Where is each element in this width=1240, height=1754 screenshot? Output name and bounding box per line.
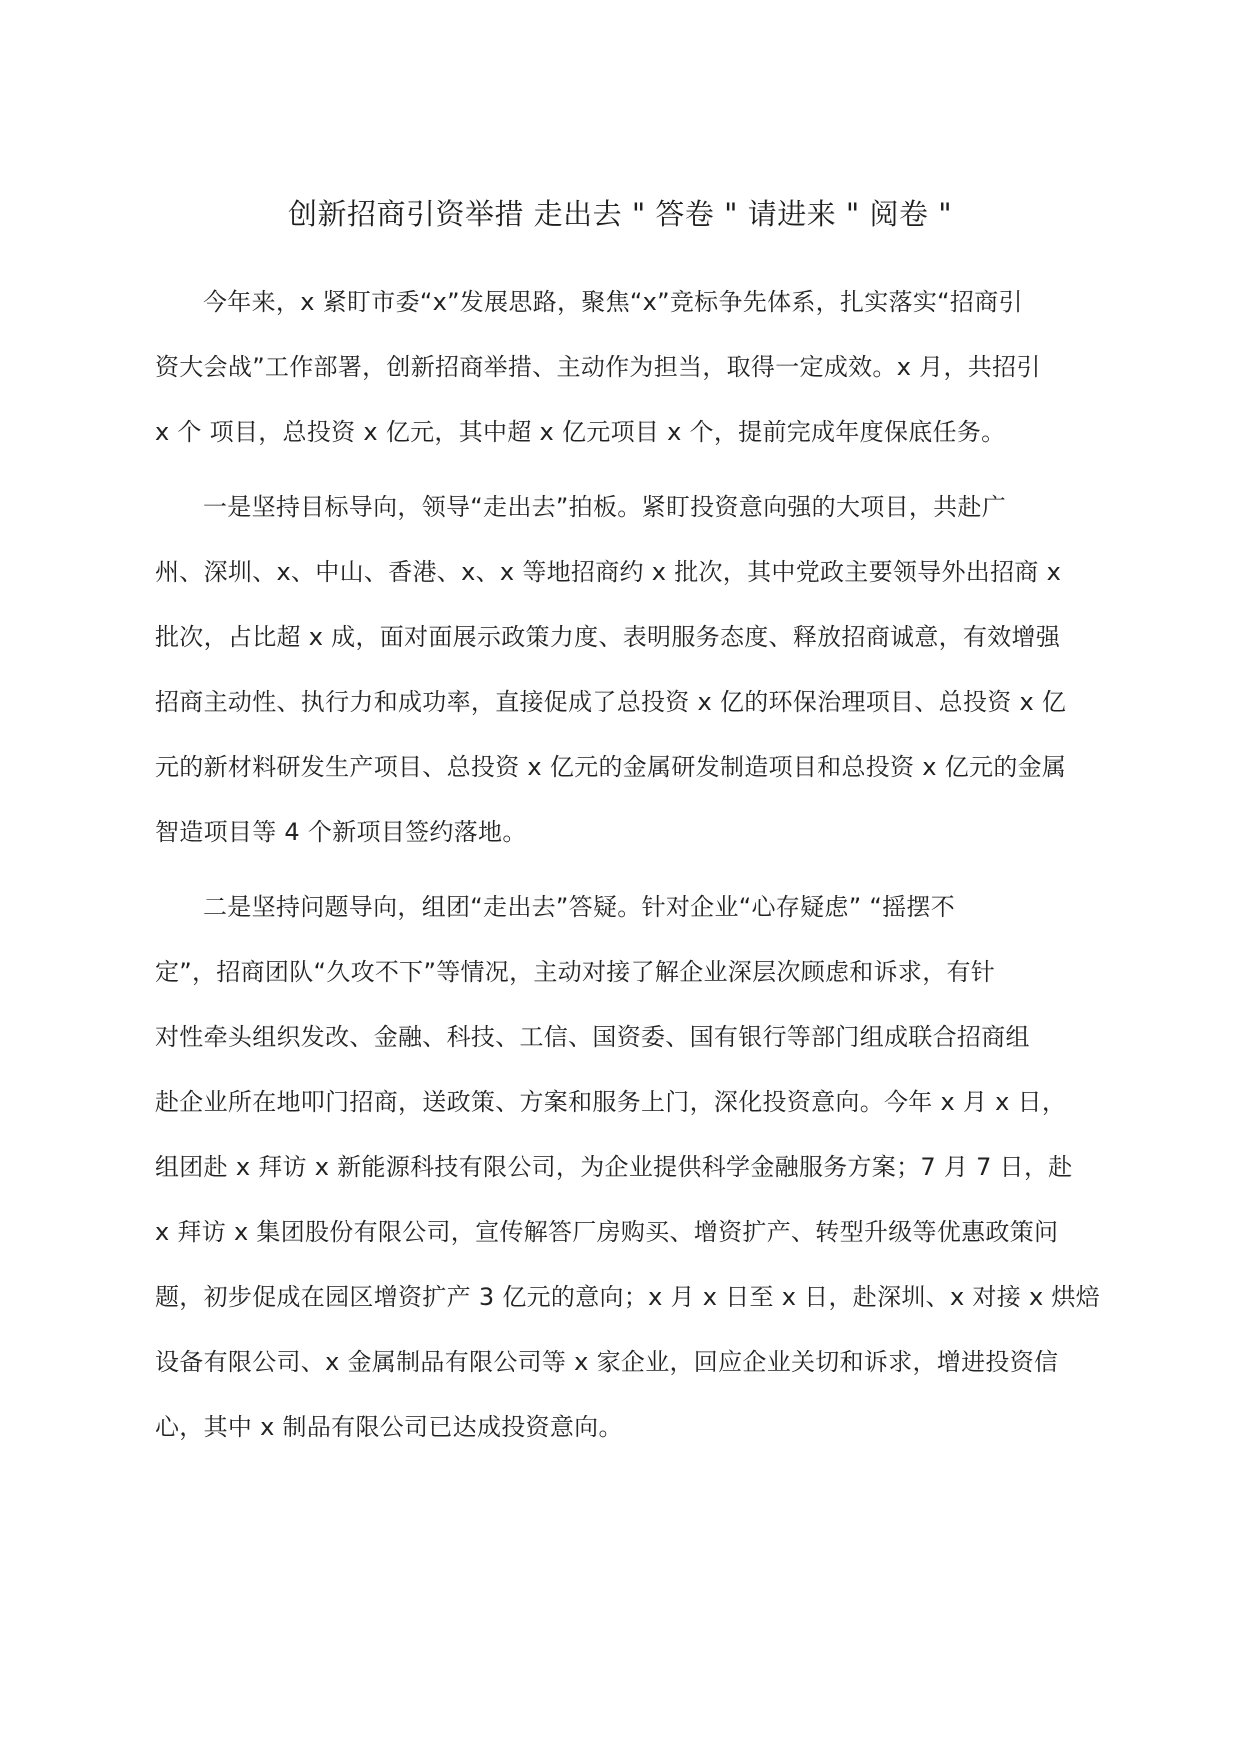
text-line: 组团赴 x 拜访 x 新能源科技有限公司，为企业提供科学金融服务方案；7 月 7 日，赴	[155, 1153, 1073, 1181]
text-line: 资大会战”工作部署，创新招商举措、主动作为担当，取得一定成效。x 月，共招引	[155, 353, 1041, 381]
text-line: 赴企业所在地叩门招商，送政策、方案和服务上门，深化投资意向。今年 x 月 x 日，	[155, 1088, 1067, 1116]
text-line: 对性牵头组织发改、金融、科技、工信、国资委、国有银行等部门组成联合招商组	[155, 1023, 1030, 1051]
text-line: 二是坚持问题导向，组团“走出去”答疑。针对企业“心存疑虑” “摇摆不	[203, 893, 955, 921]
paragraph-goal-oriented	[155, 475, 1085, 865]
text-line: 心，其中 x 制品有限公司已达成投资意向。	[155, 1413, 623, 1441]
paragraph-problem-oriented	[155, 875, 1100, 1460]
text-line: 批次，占比超 x 成，面对面展示政策力度、表明服务态度、释放招商诚意，有效增强	[155, 623, 1061, 651]
document-body	[155, 270, 1100, 1470]
text-line: x 拜访 x 集团股份有限公司，宣传解答厂房购买、增资扩产、转型升级等优惠政策问	[155, 1218, 1059, 1246]
text-line: 一是坚持目标导向，领导“走出去”拍板。紧盯投资意向强的大项目，共赴广	[203, 493, 1007, 521]
text-line: 元的新材料研发生产项目、总投资 x 亿元的金属研发制造项目和总投资 x 亿元的金属	[155, 753, 1067, 781]
text-line: 智造项目等 4 个新项目签约落地。	[155, 818, 527, 846]
text-line: 今年来，x 紧盯市委“x”发展思路，聚焦“x”竞标争先体系，扎实落实“招商引	[203, 288, 1023, 316]
text-line: x 个 项目，总投资 x 亿元，其中超 x 亿元项目 x 个，提前完成年度保底任务。	[155, 418, 1006, 446]
text-line: 招商主动性、执行力和成功率，直接促成了总投资 x 亿的环保治理项目、总投资 x 亿	[155, 688, 1067, 716]
document-title: 创新招商引资举措 走出去 " 答卷 " 请进来 " 阅卷 "	[287, 197, 953, 231]
text-line: 州、深圳、x、中山、香港、x、x 等地招商约 x 批次，其中党政主要领导外出招商 x	[155, 558, 1062, 586]
paragraph-intro	[155, 270, 1085, 465]
text-line: 定”，招商团队“久攻不下”等情况，主动对接了解企业深层次顾虑和诉求，有针	[155, 958, 996, 986]
text-line: 题，初步促成在园区增资扩产 3 亿元的意向；x 月 x 日至 x 日，赴深圳、x 对接 x 烘焙	[155, 1283, 1100, 1311]
text-line: 设备有限公司、x 金属制品有限公司等 x 家企业，回应企业关切和诉求，增进投资信	[155, 1348, 1059, 1376]
